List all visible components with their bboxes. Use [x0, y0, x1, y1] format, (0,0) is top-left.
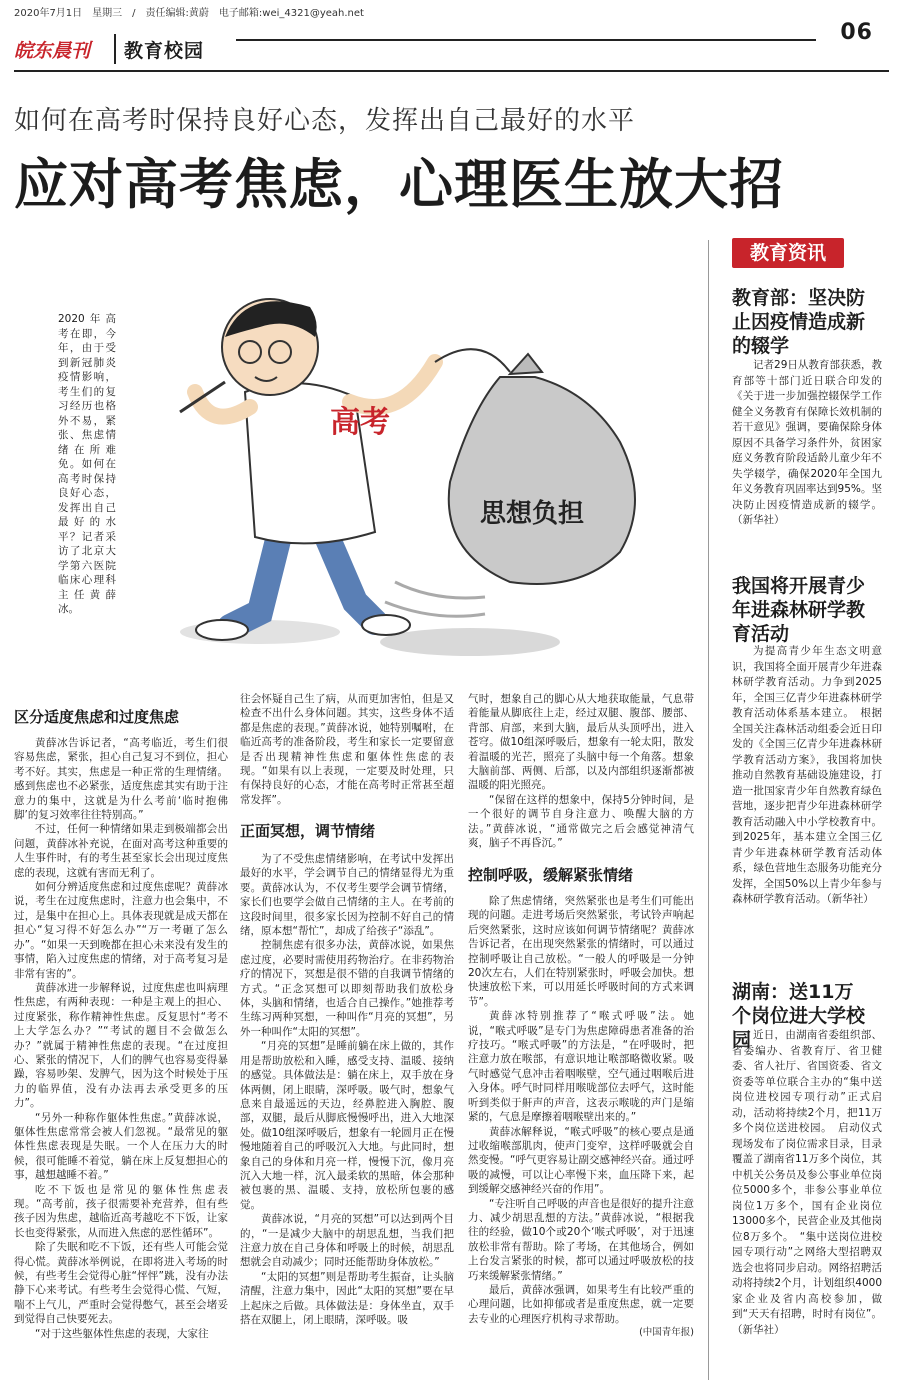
paragraph: “另外一种称作躯体性焦虑。”黄薛冰说，躯体性焦虑常常会被人们忽视。“最常见的躯体性焦虑表现是失眠。一个人在压力大的时候，很可能睡不着觉，躺在床上反复想担心的事，越想越睡不着。”: [14, 1111, 228, 1182]
sidebar-headline: 湖南：送11万个岗位进大学校园: [732, 981, 866, 1051]
article-kicker: 如何在高考时保持良好心态，发挥出自己最好的水平: [14, 106, 636, 136]
sidebar-body: 近日，由湖南省委组织部、省委编办、省教育厅、省卫健委、省人社厅、省国资委、省文资委等单位联合主办的“集中送岗位进校园专项行动”正式启动，活动将持续2个月，把11万多个岗位送进校园。 启动仪式现场发布了岗位需求目录，目录覆盖了湖南省11万多个岗位，其中机关公务员及参公事业单位岗位5000多个，非参公事业单位岗位1万多个，国有企业岗位13000多个，民营企业及其他岗位8万多个。 “集中送岗位进校园专项行动”之网络大型招聘双选会也将同步启动。网络招聘活动将持续2个月，计划组织4000家企业及省内高校参加，做到“天天有招聘，时时有岗位”。（新华社）: [732, 1029, 882, 1336]
paragraph: 黄薛冰特别推荐了“喉式呼吸”法。她说，“喉式呼吸”是专门为焦虑障碍患者准备的治疗技巧。“喉式呼吸”的方法是，“在呼吸时，把注意力放在喉部，有意识地让喉部略微收紧。吸气时感觉气息冲击着咽喉壁，空气通过咽喉后进入身体。呼气时同样用喉咙部位去呼气，这时能听到类似于鼾声的声音，这表示喉咙的声门是缩紧的，气息是摩擦着咽喉壁出来的。”: [468, 1010, 694, 1124]
cartoon-illustration: [150, 282, 670, 660]
article-source: (中国青年报): [639, 1327, 694, 1339]
article-column-1: [14, 736, 228, 1341]
paragraph: “专注听自己呼吸的声音也是很好的提升注意力、减少胡思乱想的方法。”黄薛冰说，“根据我往的经验，做10个或20个‘喉式呼吸’，对于迅速放松非常有帮助。除了考场，在其他场合，例如上台发言紧张的时候，都可以通过呼吸放松的技巧来缓解紧张情绪。”: [468, 1197, 694, 1282]
subheading-2: 正面冥想，调节情绪: [240, 822, 376, 840]
sidebar-body: 为提高青少年生态文明意识，我国将全面开展青少年进森林研学教育活动。力争到2025年，全国三亿青少年进森林研学教育活动体系基本建立。 根据全国关注森林活动组委会近日印发的《全国三亿青少年进森林研学教育活动方案》，我国将加快推动自然教育基础设施建设，打造一批国家青少年自然教育绿色营地，逐步把青少年进森林研学教育活动融入中小学校教育中。到2025年，基本建立全国三亿青少年进森林研学教育活动体系，绿色营地生态服务功能充分发挥，全国50%以上青少年参与森林研学教育活动。（新华社）: [732, 645, 882, 905]
sidebar-headline: 教育部：坚决防止因疫情造成新的辍学: [732, 287, 866, 357]
masthead-rule: [14, 70, 889, 72]
dateline: 2020年7月1日 星期三 / 责任编辑:黄蔚 电子邮箱:wei_4321@yeah.net: [14, 8, 364, 19]
paragraph: 气时，想象自己的脚心从大地获取能量，气息带着能量从脚底往上走，经过双腿、腹部、腰部、背部、肩部，来到大脑，最后从头顶呼出，进入苍穹。做10组深呼吸后，想象有一轮太阳，散发着温暖的光芒，照亮了头脑中每一个角落。想象大脑前部、两侧、后部，以及内部组织逐渐都被温暖的阳光照亮。: [468, 693, 694, 792]
paragraph: 控制焦虑有很多办法，黄薛冰说，如果焦虑过度，必要时需使用药物治疗。在非药物治疗的情况下，冥想是很不错的自我调节情绪的方式。“正念冥想可以即刻帮助我们放松身体，头脑和情绪，也适合自己操作。”她推荐考生练习两种冥想，一种叫作“月亮的冥想”，另外一种叫作“太阳的冥想”。: [240, 939, 454, 1038]
subheading-3: 控制呼吸，缓解紧张情绪: [468, 866, 634, 884]
sidebar-headline: 我国将开展青少年进森林研学教育活动: [732, 575, 866, 645]
article-column-3a: [468, 692, 694, 850]
paragraph: 吃不下饭也是常见的躯体性焦虑表现。“高考前，孩子很需要补充营养，但有些孩子因为焦虑，越临近高考越吃不下饭，让家长也变得紧张，从而进入焦虑的恶性循环”。: [14, 1183, 228, 1239]
paragraph: 往会怀疑自己生了病，从而更加害怕，但是又检查不出什么身体问题。其实，这些身体不适都是焦虑的表现。”黄薛冰说，她特别嘱咐，在临近高考的准备阶段，考生和家长一定要留意是否出现精神性焦虑和躯体性焦虑的表现。“如果有以上表现，一定要及时处理，只有保持良好的心态，才能在高考时正常甚至超常发挥”。: [240, 693, 454, 806]
article-headline: 应对高考焦虑，心理医生放大招: [14, 153, 784, 216]
section-title: 教育校园: [124, 40, 205, 62]
paper-logo: 皖东晨刊: [14, 40, 91, 62]
sidebar-title: 教育资讯: [732, 238, 844, 268]
article-column-2b: [240, 852, 454, 1327]
shirt-text: 高考: [330, 405, 390, 440]
article-column-2a: [240, 692, 454, 807]
page-number: 06: [840, 20, 873, 45]
sidebar-body: 记者29日从教育部获悉，教育部等十部门近日联合印发的《关于进一步加强控辍保学工作 健全义务教育有保障长效机制的若干意见》强调，要确保除身体原因不具备学习条件外，贫困家庭义务教育阶段适龄儿童少年不失学辍学，确保2020年全国九年义务教育巩固率达到95%。坚决防止因疫情造成新的辍学。（新华社）: [732, 359, 882, 526]
paragraph: 黄薛冰告诉记者，“高考临近，考生们很容易焦虑，紧张，担心自己复习不到位，担心考不好。其实，焦虑是一种正常的生理情绪。感到焦虑也不必紧张，适度焦虑其实有助于注意力的集中，这就是为什么考前‘临时抱佛脚’的复习效率往往特别高。”: [14, 737, 228, 822]
paragraph: “保留在这样的想象中，保持5分钟时间，是一个很好的调节自身注意力、唤醒大脑的方法。”黄薛冰说，“通常做完之后会感觉神清气爽，脑子不再昏沉。”: [468, 793, 694, 850]
paragraph: 除了焦虑情绪，突然紧张也是考生们可能出现的问题。走进考场后突然紧张，考试铃声响起后突然紧张，这时应该如何调节情绪呢？黄薛冰告诉记者，在出现突然紧张的情绪时，可以通过控制呼吸让自己放松。“一般人的呼吸是一分钟20次左右，人们在特别紧张时，呼吸会加快。想快速放松下来，可以用延长呼吸时间的方式来调节”。: [468, 895, 694, 1008]
paragraph: 如何分辨适度焦虑和过度焦虑呢？黄薛冰说，考生在过度焦虑时，注意力也会集中，不过，是集中在担心上。具体表现就是成天都在担心“复习得不好怎么办”“万一考砸了怎么办”。“如果一天到晚都在担心未来没有发生的事情，陷入过度焦虑的情绪，对于高考复习是非常有害的”。: [14, 881, 228, 980]
article-intro: 2020年高考在即，今年，由于受到新冠肺炎疫情影响，考生们的复习经历也格外不易，紧张、焦虑情绪在所难免。如何在高考时保持良好心态，发挥出自己最好的水平？记者采访了北京大学第六医院临床心理科主任黄薛冰。: [58, 313, 116, 615]
sidebar-divider: [708, 240, 709, 1380]
paragraph: 最后，黄薛冰强调，如果考生有比较严重的心理问题，比如抑郁或者是重度焦虑，就一定要去专业的心理医疗机构寻求帮助。: [468, 1283, 694, 1325]
student-cartoon-svg: [150, 282, 670, 660]
paragraph: 黄薛冰进一步解释说，过度焦虑也叫病理性焦虑，有两种表现：一种是主观上的担心、过度紧张，称作精神性焦虑。反复思忖“考不上大学怎么办？”“考试的题目不会做怎么办？”就属于精神性焦虑的表现。“在过度担心、紧张的情况下，人们的脾气也容易变得暴躁，容易吵架、发脾气，因为这个时候处于压力的临界值，没有办法再去承受更多的压力”。: [14, 981, 228, 1110]
paragraph: “太阳的冥想”则是帮助考生振奋，让头脑清醒，注意力集中，因此“太阳的冥想”要在早上起床之后做。具体做法是：身体坐直，双手搭在双腿上，闭上眼睛，深呼吸。吸: [240, 1270, 454, 1326]
article-column-3b: [468, 894, 694, 1341]
paragraph: 为了不受焦虑情绪影响，在考试中发挥出最好的水平，学会调节自己的情绪显得尤为重要。黄薛冰认为，不仅考生要学会调节情绪，家长们也要学会做自己情绪的主人。在考前的这段时间里，很多家长因为控制不好自己的情绪，原本想“帮忙”，却成了给孩子“添乱”。: [240, 853, 454, 938]
subheading-1: 区分适度焦虑和过度焦虑: [14, 708, 180, 726]
bag-text: 思想负担: [480, 499, 585, 529]
header-rule: [236, 39, 816, 41]
paragraph: 黄薛冰解释说，“喉式呼吸”的核心要点是通过收缩喉部肌肉，使声门变窄，这样呼吸就会自然变慢。“呼气更容易让副交感神经兴奋。通过呼吸的减慢，可以让心率慢下来，血压降下来，起到缓解交感神经兴奋的作用”。: [468, 1125, 694, 1196]
paragraph: 不过，任何一种情绪如果走到极端都会出问题，黄薛冰补充说，在面对高考这种重要的人生事件时，有的考生甚至家长会出现过度焦虑的表现，这就有害而无利了。: [14, 823, 228, 879]
masthead-divider: [114, 34, 116, 64]
paragraph: 黄薛冰说，“月亮的冥想”可以达到两个目的，“一是减少大脑中的胡思乱想，当我们把注意力放在自己身体和呼吸上的时候，胡思乱想就会自动减少；同时还能帮助身体放松。”: [240, 1213, 454, 1269]
paragraph: 除了失眠和吃不下饭，还有些人可能会觉得心慌。黄薛冰举例说，在即将进入考场的时候，有些考生会觉得心脏“怦怦”跳，没有办法静下心来考试。有些考生会觉得心慌、气短，喘不上气儿，严重时会觉得憋气，甚至会堵妥到觉得自己快要死去。: [14, 1241, 228, 1326]
paragraph: “月亮的冥想”是睡前躺在床上做的，其作用是帮助放松和入睡，感受支持、温暖、接纳的感觉。具体做法是：躺在床上，双手放在身体两侧，闭上眼睛，深呼吸。吸气时，想象气息来自最遥远的天边，经鼻腔进入胸腔、腹部，双腿，最后从脚底慢慢呼出，进入大地深处。做10组深呼吸后，想象有一轮圆月正在慢慢地随着自己的呼吸沉入大地。与此同时，想象自己的身体和月亮一样，慢慢下沉，像月亮沉入大地一样，沉入最柔软的黑暗，体会那种被包裹的黑、温暖、支持，放松所包裹的感觉。: [240, 1040, 454, 1211]
paragraph: “对于这些躯体性焦虑的表现，大家往: [35, 1327, 209, 1340]
